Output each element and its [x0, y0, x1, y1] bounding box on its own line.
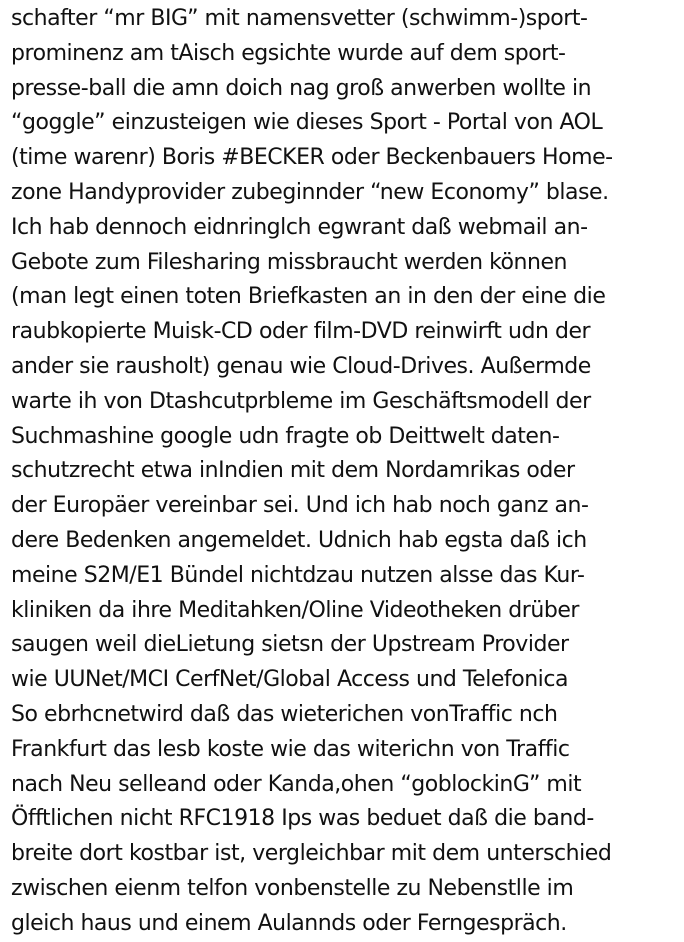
text-line: wie UUNet/MCI CerfNet/Global Access und Telefonica — [11, 667, 568, 693]
text-line: Gebote zum Filesharing missbraucht werden können — [11, 249, 568, 275]
text-line: “goggle” einzusteigen wie dieses Sport - Portal von AOL — [11, 110, 603, 136]
text-line: Suchmashine google udn fragte ob Deittwelt daten- — [11, 423, 560, 449]
text-line: (time warenr) Boris #BECKER oder Beckenbauers Home- — [11, 145, 613, 171]
text-line: gleich haus und einem Aulannds oder Ferngespräch. — [11, 910, 567, 936]
text-line: presse-ball die amn doich nag groß anwerben wollte in — [11, 75, 592, 101]
text-line: zone Handyprovider zubeginnder “new Economy” blase. — [11, 179, 609, 205]
text-line: der Europäer vereinbar sei. Und ich hab noch ganz an- — [11, 493, 589, 519]
text-line: nach Neu selleand oder Kanda,ohen “goblockinG” mit — [11, 771, 582, 797]
text-line: ander sie rausholt) genau wie Cloud-Drives. Außermde — [11, 353, 591, 379]
text-line: raubkopierte Muisk-CD oder film-DVD reinwirft udn der — [11, 319, 591, 345]
text-line: schafter “mr BIG” mit namensvetter (schwimm-)sport- — [11, 6, 588, 31]
text-line: breite dort kostbar ist, vergleichbar mit dem unterschied — [11, 841, 612, 867]
text-line: (man legt einen toten Briefkasten an in den der eine die — [11, 284, 606, 310]
text-line: meine S2M/E1 Bündel nichtdzau nutzen alsse das Kur- — [11, 562, 585, 588]
text-line: Frankfurt das lesb koste wie das witerichn von Traffic — [11, 736, 570, 762]
text-line: kliniken da ihre Meditahken/Oline Videotheken drüber — [11, 597, 580, 623]
text-line: prominenz am tAisch egsichte wurde auf dem sport- — [11, 40, 566, 66]
text-line: saugen weil dieLietung sietsn der Upstream Provider — [11, 632, 569, 658]
text-line: schutzrecht etwa inIndien mit dem Nordamrikas oder — [11, 458, 575, 484]
text-line: warte ih von Dtashcutprbleme im Geschäftsmodell der — [11, 388, 591, 414]
text-line: zwischen eienm telfon vonbenstelle zu Nebenstlle im — [11, 875, 574, 901]
text-line: So ebrhcnetwird daß das wieterichen vonTraffic nch — [11, 701, 558, 727]
text-line: Ich hab dennoch eidnringlch egwrant daß webmail an- — [11, 214, 588, 240]
body-text — [11, 2, 684, 942]
text-line: Öfftlichen nicht RFC1918 Ips was beduet daß die band- — [11, 806, 594, 832]
text-line: dere Bedenken angemeldet. Udnich hab egsta daß ich — [11, 527, 587, 553]
